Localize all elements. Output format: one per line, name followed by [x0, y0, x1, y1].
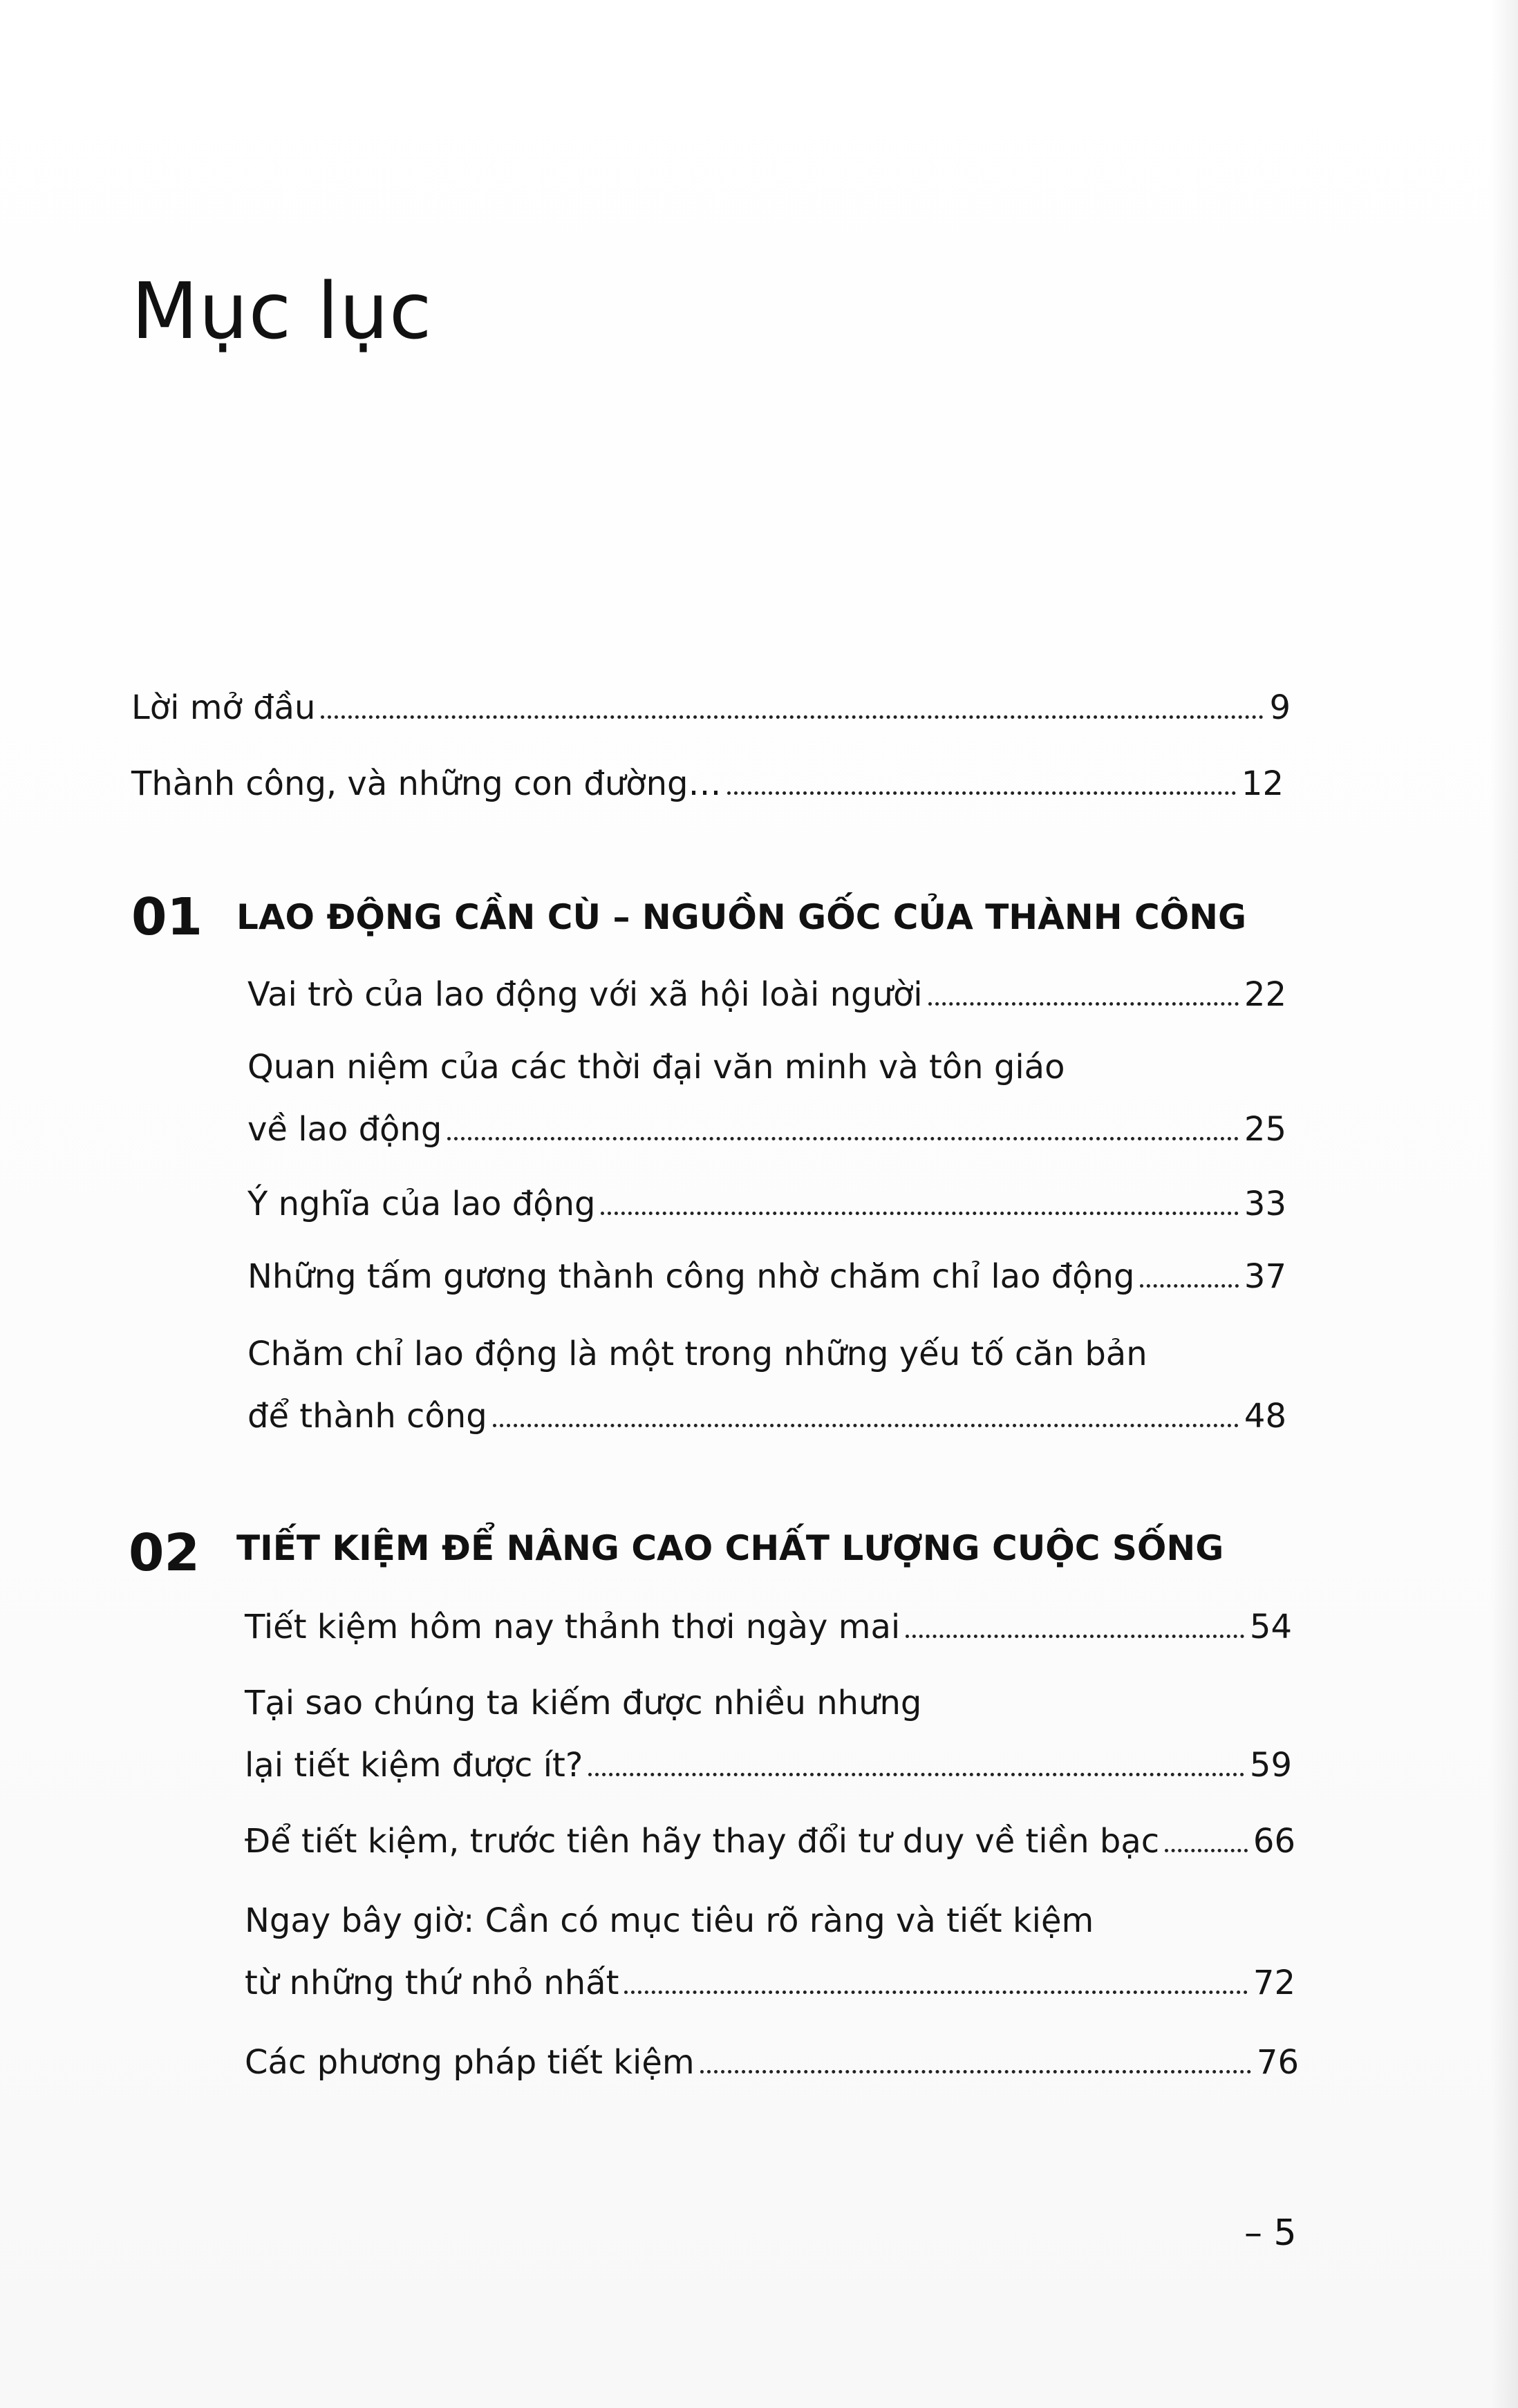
toc-entry-label: Vai trò của lao động với xã hội loài người: [247, 975, 923, 1014]
dot-leader: [727, 791, 1236, 795]
toc-entry-intro[interactable]: [131, 688, 1291, 727]
toc-entry[interactable]: [247, 1187, 1286, 1221]
toc-page-number: 54: [1249, 1608, 1292, 1646]
dot-leader: [700, 2070, 1251, 2073]
toc-entry-label: Tiết kiệm hôm nay thảnh thơi ngày mai: [245, 1608, 901, 1646]
toc-entry-label: Các phương pháp tiết kiệm: [245, 2043, 695, 2082]
dot-leader: [624, 1991, 1248, 1994]
toc-entry-first-line[interactable]: Tại sao chúng ta kiếm được nhiều nhưng: [245, 1684, 922, 1722]
toc-page-number: 12: [1241, 764, 1284, 803]
toc-entry-label: lại tiết kiệm được ít?: [245, 1746, 583, 1785]
toc-page-number: 9: [1269, 688, 1291, 727]
chapter-number: 02: [129, 1523, 200, 1583]
dot-leader: [906, 1635, 1244, 1638]
toc-page-number: 48: [1244, 1397, 1286, 1436]
toc-entry-label: Lời mở đầu: [131, 688, 316, 727]
toc-page-number: 33: [1244, 1185, 1286, 1223]
dot-leader: [601, 1212, 1238, 1215]
toc-page-number: 59: [1249, 1746, 1292, 1785]
toc-page-number: 66: [1253, 1822, 1295, 1861]
dot-leader: [928, 1002, 1239, 1006]
page-edge-shadow: [1490, 0, 1518, 2408]
dot-leader: [321, 715, 1264, 719]
toc-entry-label: Để tiết kiệm, trước tiên hãy thay đổi tư duy về tiền bạc: [245, 1822, 1160, 1861]
dot-leader: [1140, 1284, 1238, 1288]
chapter-title[interactable]: TIẾT KIỆM ĐỂ NÂNG CAO CHẤT LƯỢNG CUỘC SỐNG: [236, 1528, 1224, 1568]
dot-leader: [493, 1424, 1239, 1427]
toc-page-number: 72: [1253, 1964, 1295, 2002]
toc-entry[interactable]: [245, 2043, 1299, 2082]
toc-entry-first-line[interactable]: Quan niệm của các thời đại văn minh và tôn giáo: [247, 1048, 1065, 1087]
toc-entry[interactable]: [245, 1822, 1295, 1861]
toc-entry[interactable]: [247, 1397, 1286, 1436]
toc-entry[interactable]: [245, 1746, 1292, 1785]
toc-entry[interactable]: [247, 1257, 1286, 1296]
toc-page-number: 76: [1256, 2043, 1299, 2082]
dot-leader: [588, 1773, 1244, 1776]
chapter-title[interactable]: LAO ĐỘNG CẦN CÙ – NGUỒN GỐC CỦA THÀNH CÔNG: [236, 897, 1247, 937]
toc-entry-label: để thành công: [247, 1397, 487, 1436]
chapter-number: 01: [131, 887, 203, 947]
dot-leader: [447, 1137, 1239, 1140]
toc-entry-paths[interactable]: [131, 764, 1284, 803]
toc-entry-label: từ những thứ nhỏ nhất: [245, 1964, 619, 2002]
toc-entry[interactable]: [247, 975, 1286, 1014]
toc-entry-label: Thành công, và những con đường…: [131, 764, 722, 803]
toc-page-number: 25: [1244, 1110, 1286, 1149]
toc-entry-first-line[interactable]: Chăm chỉ lao động là một trong những yếu tố căn bản: [247, 1335, 1147, 1373]
toc-entry[interactable]: [245, 1966, 1295, 2000]
page-folio: – 5: [1244, 2212, 1297, 2254]
toc-page-number: 37: [1244, 1257, 1286, 1296]
toc-page-number: 22: [1244, 975, 1286, 1014]
dot-leader: [1165, 1849, 1248, 1852]
toc-entry-label: về lao động: [247, 1110, 442, 1149]
toc-entry-label: Ý nghĩa của lao động: [247, 1185, 596, 1223]
page-title: Mục lục: [131, 267, 433, 357]
toc-entry-first-line[interactable]: Ngay bây giờ: Cần có mục tiêu rõ ràng và tiết kiệm: [245, 1901, 1094, 1940]
toc-entry[interactable]: [245, 1610, 1292, 1644]
toc-entry[interactable]: [247, 1110, 1286, 1149]
toc-entry-label: Những tấm gương thành công nhờ chăm chỉ lao động: [247, 1257, 1135, 1296]
